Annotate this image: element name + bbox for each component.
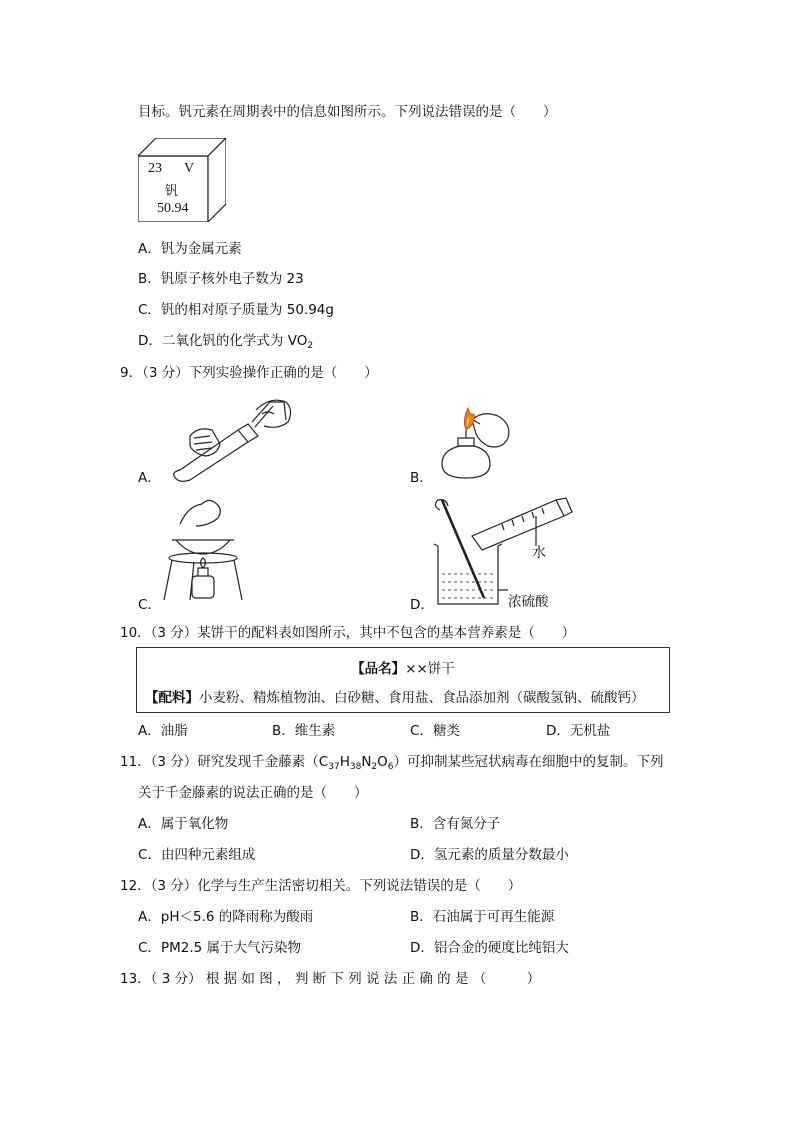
evaporating-dish-illustration [158, 496, 248, 608]
q10-stem: 10．（3 分）某饼干的配料表如图所示，其中不包含的基本营养素是（ ） [120, 625, 576, 641]
q8-option-b: B．钒原子核外电子数为 23 [138, 271, 304, 287]
q11-option-b: B．含有氮分子 [410, 816, 501, 832]
ingredient-row: 【配料】小麦粉、精炼植物油、白砂糖、食用盐、食品添加剂（碳酸氢钠、硫酸钙） [145, 690, 645, 706]
atomic-mass: 50.94 [157, 201, 189, 216]
q9-label-b: B． [410, 470, 433, 486]
q10-option-d: D．无机盐 [546, 723, 611, 739]
ingredient-table [136, 647, 670, 713]
q11-option-c: C．由四种元素组成 [138, 847, 256, 863]
q11-option-d: D．氢元素的质量分数最小 [410, 847, 569, 863]
q9-label-d: D． [410, 597, 434, 613]
q10-option-b: B．维生素 [272, 723, 336, 739]
q8-stem: 目标。钒元素在周期表中的信息如图所示。下列说法错误的是（ ） [138, 104, 557, 120]
q12-stem: 12．（3 分）化学与生产生活密切相关。下列说法错误的是（ ） [120, 878, 522, 894]
q8-option-a: A．钒为金属元素 [138, 241, 242, 257]
q10-option-c: C．糖类 [410, 723, 460, 739]
q11-stem-line2: 关于千金藤素的说法正确的是（ ） [138, 785, 368, 801]
acid-label: 浓硫酸 [508, 594, 549, 610]
q12-option-c: C．PM2.5 属于大气污染物 [138, 940, 301, 956]
atomic-number: 23 [148, 161, 162, 176]
q12-option-a: A．pH＜5.6 的降雨称为酸雨 [138, 909, 314, 925]
water-label: 水 [532, 545, 546, 561]
q9-stem: 9．（3 分）下列实验操作正确的是（ ） [120, 365, 378, 381]
q13-stem: 13．（ 3 分） 根 据 如 图 ， 判 断 下 列 说 法 正 确 的 是 （ ） [120, 971, 541, 987]
alcohol-lamp-illustration [432, 394, 522, 486]
q9-label-a: A． [138, 470, 161, 486]
q12-option-d: D．铝合金的硬度比纯铝大 [410, 940, 569, 956]
product-name-row: 【品名】××饼干 [351, 661, 455, 677]
q11-option-a: A．属于氧化物 [138, 816, 229, 832]
q9-label-c: C． [138, 597, 161, 613]
test-tube-stopper-illustration [160, 392, 300, 482]
element-name: 钒 [165, 184, 179, 199]
q10-option-a: A．油脂 [138, 723, 188, 739]
q8-option-d: D．二氧化钒的化学式为 $VO_2$ [138, 333, 314, 351]
vanadium-element-card [138, 138, 226, 222]
q11-stem-line1: 11．（3 分）研究发现千金藤素$(C_{37}H_{38}N_2O_6)$可抑制某些冠状病毒在细胞中的复制。下列 [120, 754, 664, 772]
q8-option-c: C．钒的相对原子质量为 50.94g [138, 302, 334, 318]
element-symbol: V [184, 161, 195, 176]
dilution-beaker-illustration [432, 494, 577, 614]
q12-option-b: B．石油属于可再生能源 [410, 909, 555, 925]
